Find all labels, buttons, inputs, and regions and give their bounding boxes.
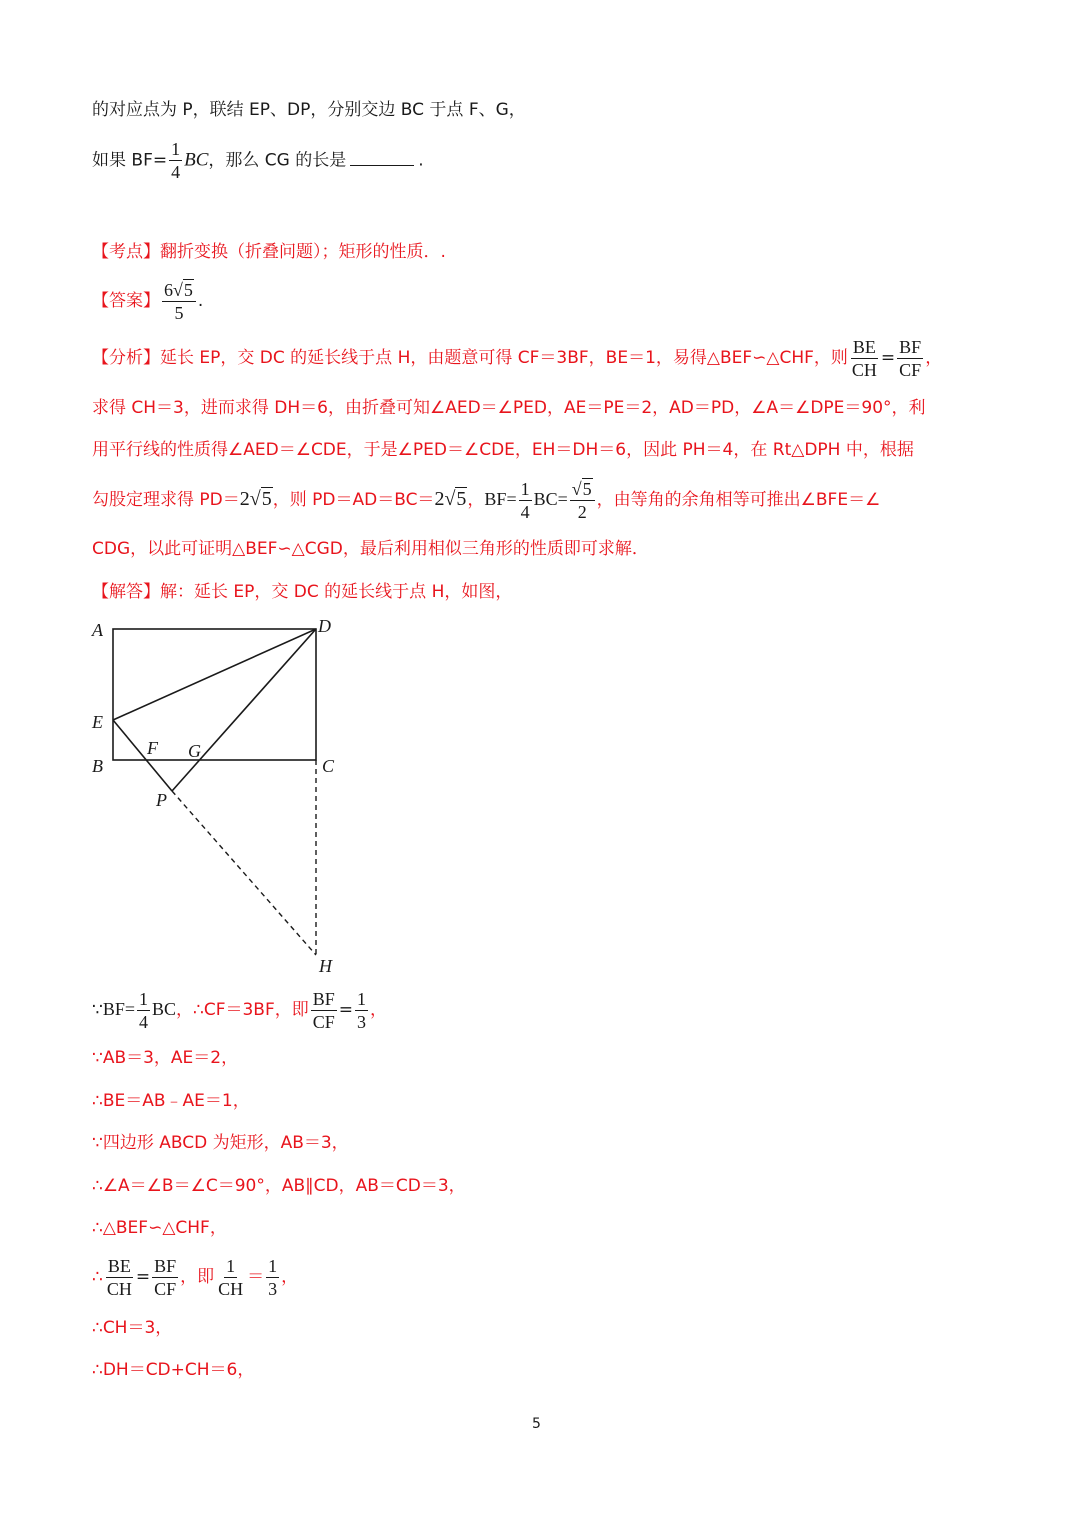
label-a: A [92, 620, 103, 640]
analysis-line-4: 勾股定理求得 PD＝2√5，则 PD＝AD＝BC＝2√5，BF= $\frac{1}{4}$ BC= $\frac{√5}{2}$ ，由等角的余角相等可推出∠BFE＝∠ [92, 478, 881, 522]
page-number: 5 [532, 1416, 541, 1432]
fraction-1-ch: $\frac{1}{CH}$ [218, 1255, 244, 1299]
label-p: P [156, 790, 167, 810]
analysis-text-3: 用平行线的性质得∠AED＝∠CDE，于是∠PED＝∠CDE，EH＝DH＝6，因此 PH＝4，在 Rt△DPH 中，根据 [92, 440, 914, 460]
kaodian-tag: 【考点】 [92, 242, 160, 262]
fraction-bf-cf-b: $\frac{BF}{CF}$ [312, 988, 335, 1032]
answer-fraction: $\frac{6√5}{5}$ [162, 281, 196, 322]
question-text-2b: ，那么 CG 的长是 [208, 150, 347, 171]
label-h: H [319, 956, 332, 976]
solution-intro: 解：延长 EP，交 DC 的延长线于点 H，如图， [160, 582, 513, 602]
segment-dp [172, 629, 316, 791]
sqrt-2-root-5: 2√5 [239, 488, 272, 510]
segment-ed [113, 629, 316, 720]
analysis-text-5: CDG，以此可证明△BEF∽△CGD，最后利用相似三角形的性质即可求解． [92, 539, 649, 559]
analysis-text-2: 求得 CH＝3，进而求得 DH＝6，由折叠可知∠AED＝∠PED，AE＝PE＝2，AD＝PD，∠A＝∠DPE＝90°，利 [92, 398, 926, 418]
fraction-1-4-c: $\frac{1}{4}$ [139, 988, 148, 1032]
label-d: D [318, 616, 331, 636]
answer-tag: 【答案】 [92, 291, 160, 311]
question-text-1: 的对应点为 P，联结 EP、DP，分别交边 BC 于点 F、G， [92, 100, 526, 120]
solution-tag: 【解答】 [92, 582, 160, 602]
solution-step-5: ∴∠A＝∠B＝∠C＝90°，AB∥CD，AB＝CD＝3， [92, 1176, 466, 1196]
analysis-text-1: 延长 EP，交 DC 的延长线于点 H，由题意可得 CF＝3BF，BE＝1，易得△BEF∽△CHF，则 [160, 348, 848, 368]
solution-step-8: ∴CH＝3， [92, 1318, 173, 1338]
rectangle-abcd [113, 629, 316, 760]
label-e: E [92, 712, 103, 732]
answer-end: . [197, 291, 204, 311]
fraction-root5-2: $\frac{√5}{2}$ [570, 480, 595, 521]
fraction-bf-cf-c: $\frac{BF}{CF}$ [154, 1255, 177, 1299]
kaodian-text: 翻折变换（折叠问题）；矩形的性质．. [160, 242, 446, 262]
solution-step-6: ∴△BEF∽△CHF， [92, 1218, 227, 1238]
question-text-2a: 如果 BF= [92, 150, 168, 171]
fraction-1-3: $\frac{1}{3}$ [357, 988, 367, 1032]
var-bc: BC [184, 149, 209, 171]
solution-step-7: ∴ $\frac{BE}{CH}$ = $\frac{BF}{CF}$ ，即 $\frac{1}{CH}$ ＝ $\frac{1}{3}$ ， [92, 1255, 299, 1299]
solution-step-3: ∴BE＝AB﹣AE＝1， [92, 1091, 250, 1111]
dashed-ph [172, 791, 316, 955]
sqrt-2-root-5-b: 2√5 [434, 488, 467, 510]
segment-ep [113, 720, 172, 791]
fraction-bf-cf: $\frac{BF}{CF}$ [899, 336, 922, 380]
fraction-1-3-b: $\frac{1}{3}$ [268, 1255, 278, 1299]
solution-step-4: ∵四边形 ABCD 为矩形，AB＝3， [92, 1133, 349, 1153]
solution-step-2: ∵AB＝3，AE＝2， [92, 1048, 239, 1068]
question-end: . [418, 150, 424, 171]
fraction-be-ch-b: $\frac{BE}{CH}$ [106, 1255, 132, 1299]
label-c: C [322, 756, 335, 776]
label-b: B [92, 756, 103, 776]
label-g: G [188, 741, 201, 761]
fraction-1-4-b: $\frac{1}{4}$ [520, 478, 530, 522]
fraction-one-quarter: $\frac{1}{4}$ [171, 139, 181, 182]
fraction-be-ch: $\frac{BE}{CH}$ [851, 336, 877, 380]
solution-step-1: ∵BF= $\frac{1}{4}$ BC，∴CF＝3BF，即 $\frac{BF}{CF}$ = $\frac{1}{3}$ ， [92, 988, 388, 1032]
label-f: F [147, 738, 158, 758]
analysis-line-1: 【分析】延长 EP，交 DC 的延长线于点 H，由题意可得 CF＝3BF，BE＝1，易得△BEF∽△CHF，则 $\frac{BE}{CH}$ = $\frac{BF}{CF}$ ， [92, 336, 943, 380]
analysis-tag: 【分析】 [92, 348, 160, 368]
solution-step-9: ∴DH＝CD+CH＝6， [92, 1360, 255, 1380]
